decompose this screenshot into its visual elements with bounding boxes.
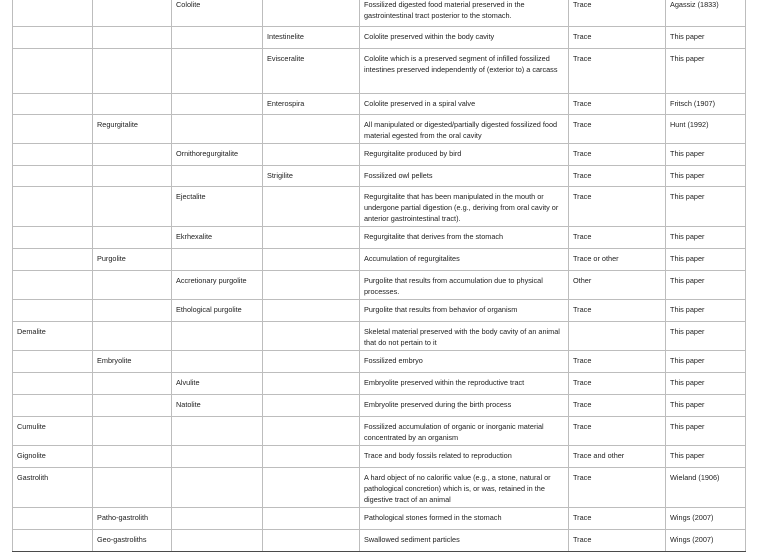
cell-l4: Evisceralite [263, 49, 360, 94]
cell-type: Trace [569, 395, 666, 417]
cell-l2 [93, 373, 172, 395]
cell-l1 [13, 187, 93, 227]
cell-l3 [172, 166, 263, 187]
cell-type: Trace [569, 351, 666, 373]
cell-desc: Trace and body fossils related to reproduction [360, 446, 569, 468]
cell-l4 [263, 0, 360, 27]
cell-l4 [263, 249, 360, 271]
cell-l1 [13, 351, 93, 373]
cell-l1 [13, 373, 93, 395]
cell-desc: Fossilized digested food material preserved in the gastrointestinal tract posterior to the stomach. [360, 0, 569, 27]
cell-l3: Cololite [172, 0, 263, 27]
cell-type: Trace [569, 166, 666, 187]
cell-ref: This paper [666, 249, 746, 271]
cell-l1 [13, 271, 93, 300]
cell-desc: All manipulated or digested/partially digested fossilized food material egested from the oral cavity [360, 115, 569, 144]
table-row [13, 49, 746, 94]
cell-l4 [263, 271, 360, 300]
table-row [13, 249, 746, 271]
cell-type: Trace [569, 144, 666, 166]
cell-l1 [13, 27, 93, 49]
cell-l4 [263, 227, 360, 249]
cell-l2: Geo-gastroliths [93, 530, 172, 552]
cell-l2 [93, 271, 172, 300]
cell-type: Trace [569, 300, 666, 322]
cell-l2 [93, 300, 172, 322]
cell-l2: Embryolite [93, 351, 172, 373]
cell-desc: Cololite which is a preserved segment of infilled fossilized intestines preserved independently of (exterior to) a carcass [360, 49, 569, 94]
cell-l4 [263, 144, 360, 166]
cell-desc: Fossilized owl pellets [360, 166, 569, 187]
cell-type: Other [569, 271, 666, 300]
cell-type: Trace [569, 417, 666, 446]
cell-l3 [172, 115, 263, 144]
cell-ref: Hunt (1992) [666, 115, 746, 144]
cell-l2 [93, 49, 172, 94]
cell-l2 [93, 94, 172, 115]
cell-type: Trace [569, 0, 666, 27]
cell-l4 [263, 395, 360, 417]
cell-l2 [93, 166, 172, 187]
cell-ref: This paper [666, 166, 746, 187]
cell-l2 [93, 187, 172, 227]
cell-l4 [263, 373, 360, 395]
cell-type [569, 322, 666, 351]
cell-l4 [263, 322, 360, 351]
cell-l3: Accretionary purgolite [172, 271, 263, 300]
cell-type: Trace [569, 94, 666, 115]
cell-type: Trace [569, 27, 666, 49]
cell-desc: A hard object of no calorific value (e.g., a stone, natural or pathological concretion) which is, or was, retained in the digestive tract of an animal [360, 468, 569, 508]
cell-l2 [93, 27, 172, 49]
cell-l2 [93, 0, 172, 27]
cell-desc: Cololite preserved within the body cavity [360, 27, 569, 49]
cell-ref: This paper [666, 417, 746, 446]
cell-desc: Embryolite preserved within the reproductive tract [360, 373, 569, 395]
cell-desc: Fossilized embryo [360, 351, 569, 373]
cell-l2 [93, 322, 172, 351]
cell-l1 [13, 115, 93, 144]
cell-ref: This paper [666, 227, 746, 249]
cell-l3: Ornithoregurgitalite [172, 144, 263, 166]
cell-l4 [263, 187, 360, 227]
cell-ref: This paper [666, 446, 746, 468]
cell-ref: This paper [666, 144, 746, 166]
table-row [13, 446, 746, 468]
cell-l3 [172, 417, 263, 446]
table-row [13, 468, 746, 508]
terms-table [12, 0, 746, 552]
cell-l3: Ejectalite [172, 187, 263, 227]
table-row [13, 115, 746, 144]
cell-ref: This paper [666, 351, 746, 373]
cell-l3 [172, 94, 263, 115]
cell-ref: This paper [666, 395, 746, 417]
cell-l1 [13, 166, 93, 187]
cell-ref: This paper [666, 300, 746, 322]
cell-l4 [263, 468, 360, 508]
cell-l1 [13, 94, 93, 115]
cell-type: Trace [569, 49, 666, 94]
cell-ref: This paper [666, 27, 746, 49]
cell-l1: Cumulite [13, 417, 93, 446]
cell-l4 [263, 508, 360, 530]
cell-type: Trace [569, 227, 666, 249]
cell-ref: This paper [666, 187, 746, 227]
cell-l1: Demalite [13, 322, 93, 351]
cell-l3 [172, 446, 263, 468]
cell-l2: Purgolite [93, 249, 172, 271]
cell-ref: This paper [666, 373, 746, 395]
table-row [13, 94, 746, 115]
cell-l3: Ethological purgolite [172, 300, 263, 322]
cell-l3 [172, 322, 263, 351]
table-row [13, 27, 746, 49]
cell-desc: Purgolite that results from accumulation due to physical processes. [360, 271, 569, 300]
table-row [13, 322, 746, 351]
cell-l4 [263, 446, 360, 468]
cell-l2 [93, 417, 172, 446]
cell-l1 [13, 49, 93, 94]
cell-desc: Embryolite preserved during the birth process [360, 395, 569, 417]
cell-l1: Gastrolith [13, 468, 93, 508]
cell-l3: Alvulite [172, 373, 263, 395]
table-row [13, 300, 746, 322]
cell-type: Trace [569, 373, 666, 395]
cell-ref: Wieland (1906) [666, 468, 746, 508]
cell-l1 [13, 227, 93, 249]
cell-l3: Natolite [172, 395, 263, 417]
cell-l3 [172, 508, 263, 530]
cell-l3 [172, 468, 263, 508]
cell-desc: Fossilized accumulation of organic or inorganic material concentrated by an organism [360, 417, 569, 446]
cell-l2 [93, 144, 172, 166]
cell-ref: Fritsch (1907) [666, 94, 746, 115]
table-row [13, 373, 746, 395]
cell-l2 [93, 446, 172, 468]
cell-type: Trace and other [569, 446, 666, 468]
cell-type: Trace [569, 508, 666, 530]
cell-desc: Cololite preserved in a spiral valve [360, 94, 569, 115]
cell-ref: This paper [666, 322, 746, 351]
table-row [13, 417, 746, 446]
cell-l1 [13, 300, 93, 322]
cell-l1 [13, 144, 93, 166]
table-row [13, 144, 746, 166]
table-row [13, 166, 746, 187]
cell-l3 [172, 249, 263, 271]
cell-l4 [263, 300, 360, 322]
cell-ref: Wings (2007) [666, 530, 746, 552]
cell-l3 [172, 351, 263, 373]
cell-desc: Swallowed sediment particles [360, 530, 569, 552]
cell-type: Trace [569, 187, 666, 227]
cell-desc: Skeletal material preserved with the body cavity of an animal that do not pertain to it [360, 322, 569, 351]
cell-desc: Purgolite that results from behavior of organism [360, 300, 569, 322]
cell-desc: Pathological stones formed in the stomach [360, 508, 569, 530]
cell-l4: Enterospira [263, 94, 360, 115]
table-row [13, 0, 746, 27]
table-row [13, 508, 746, 530]
cell-l2 [93, 468, 172, 508]
cell-l4 [263, 351, 360, 373]
cell-l1 [13, 508, 93, 530]
cell-l2: Regurgitalite [93, 115, 172, 144]
table-row [13, 271, 746, 300]
cell-l4 [263, 417, 360, 446]
cell-desc: Accumulation of regurgitalites [360, 249, 569, 271]
cell-l3 [172, 27, 263, 49]
cell-type: Trace [569, 530, 666, 552]
table-row [13, 187, 746, 227]
cell-l1 [13, 0, 93, 27]
cell-l1: Gignolite [13, 446, 93, 468]
cell-l4: Strigilite [263, 166, 360, 187]
cell-l4 [263, 115, 360, 144]
cell-type: Trace [569, 115, 666, 144]
cell-l2 [93, 227, 172, 249]
cell-ref: This paper [666, 49, 746, 94]
cell-l4: Intestinelite [263, 27, 360, 49]
terms-table-body [13, 0, 746, 552]
cell-l1 [13, 395, 93, 417]
cell-type: Trace or other [569, 249, 666, 271]
cell-desc: Regurgitalite that has been manipulated in the mouth or undergone partial digestion (e.g., deriving from oral cavity or anterior gastrointestinal tract). [360, 187, 569, 227]
table-row [13, 395, 746, 417]
table-row [13, 351, 746, 373]
cell-l3: Ekrhexalite [172, 227, 263, 249]
cell-ref: Wings (2007) [666, 508, 746, 530]
cell-l1 [13, 249, 93, 271]
cell-l2 [93, 395, 172, 417]
cell-desc: Regurgitalite produced by bird [360, 144, 569, 166]
table-row [13, 227, 746, 249]
cell-ref: Agassiz (1833) [666, 0, 746, 27]
cell-l3 [172, 49, 263, 94]
cell-desc: Regurgitalite that derives from the stomach [360, 227, 569, 249]
cell-type: Trace [569, 468, 666, 508]
cell-ref: This paper [666, 271, 746, 300]
cell-l2: Patho-gastrolith [93, 508, 172, 530]
